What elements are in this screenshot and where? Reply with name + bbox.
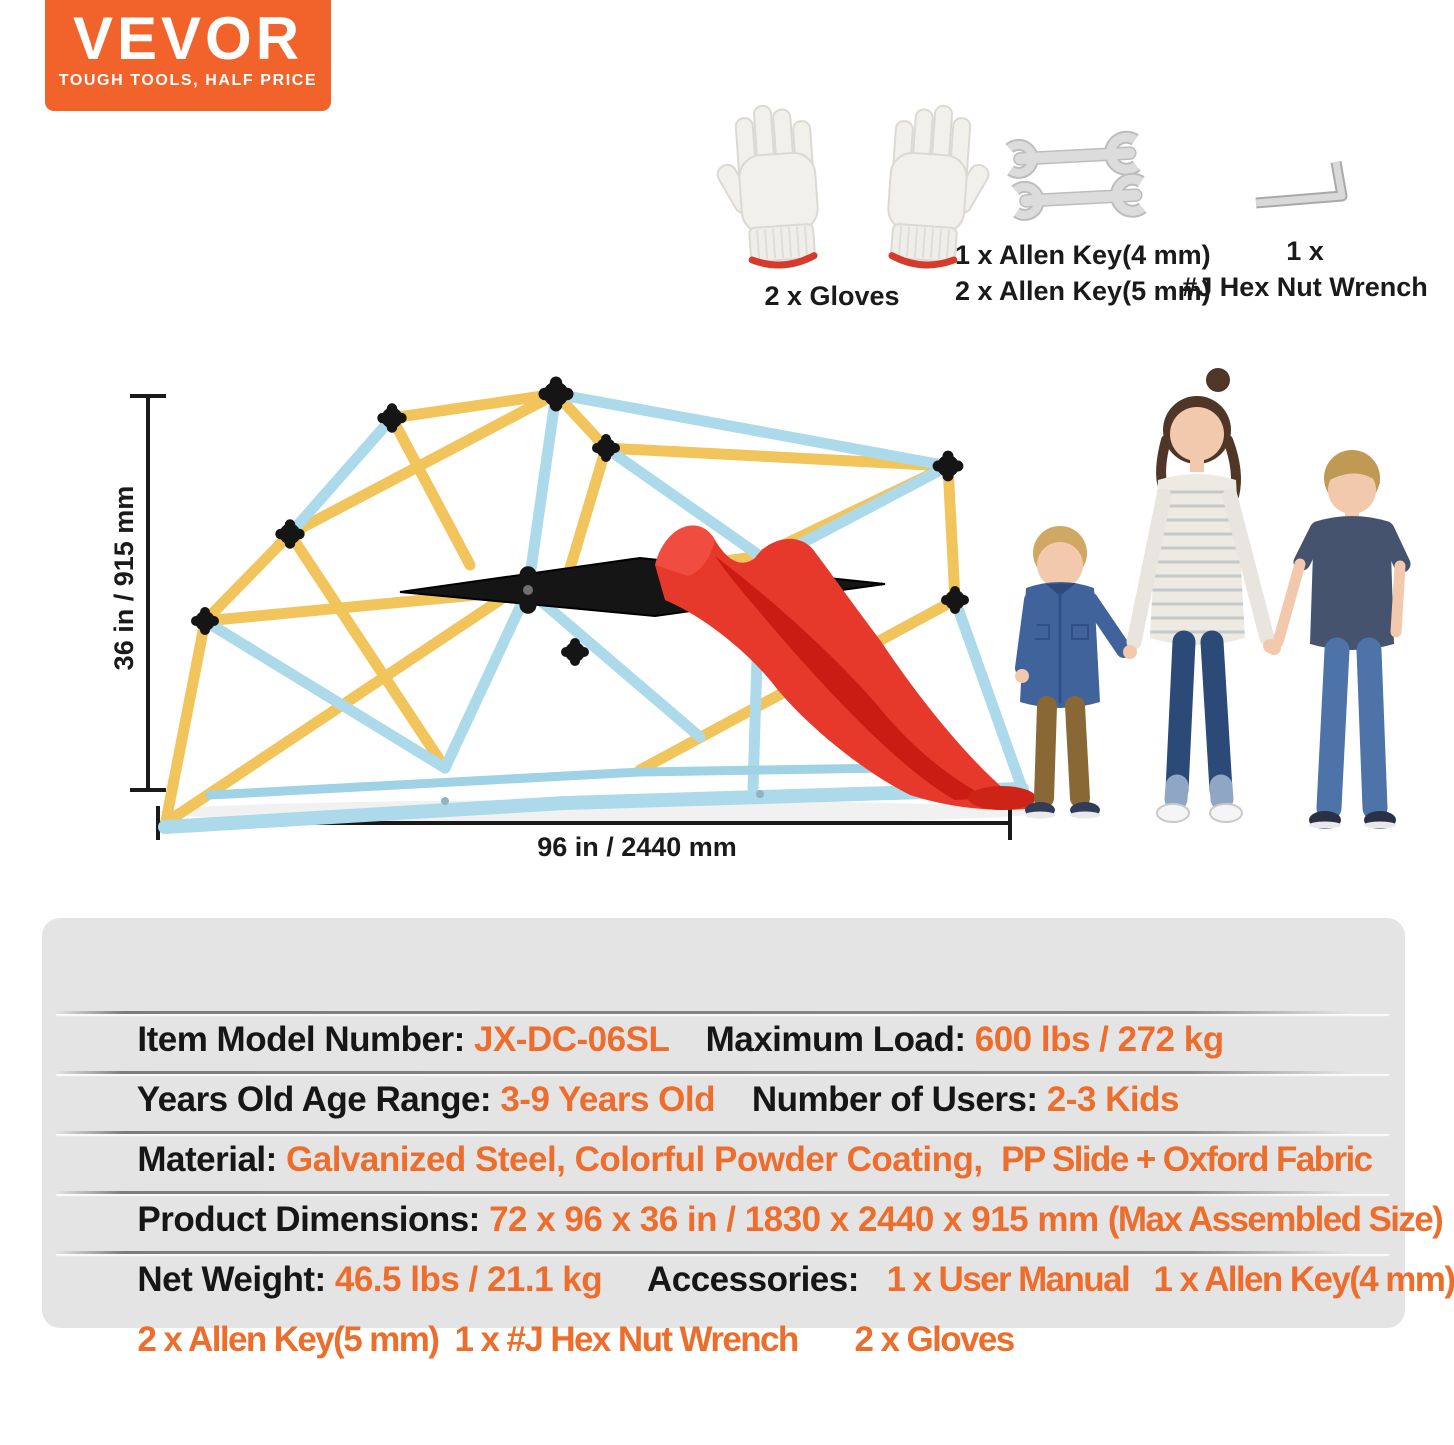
allen-key-4-label: 1 x Allen Key(4 mm) <box>955 240 1211 270</box>
gloves-label: 2 x Gloves <box>764 281 900 311</box>
spec-value: 1 x User Manual 1 x Allen Key(4 mm) <box>886 1260 1454 1299</box>
spec-label: Material: <box>137 1140 287 1179</box>
spec-label: Net Weight: <box>137 1260 335 1299</box>
brand-name: VEVOR <box>72 5 304 72</box>
hex-key-image <box>1256 162 1342 203</box>
girl-figure <box>1123 368 1277 822</box>
spec-value: 3-9 Years Old <box>500 1080 715 1119</box>
spec-label: Number of Users: <box>715 1080 1047 1119</box>
spec-label: Accessories: <box>602 1260 887 1299</box>
vevor-logo <box>45 0 331 111</box>
spec-value: Galvanized Steel, Colorful Powder Coating, <box>286 1140 1002 1179</box>
height-dimension-label: 36 in / 915 mm <box>109 485 139 671</box>
spec-value: JX-DC-06SL <box>474 1020 669 1059</box>
spec-label: Maximum Load: <box>668 1020 975 1059</box>
boy-figure <box>1267 450 1402 829</box>
brand-tagline: TOUGH TOOLS, HALF PRICE <box>58 72 318 89</box>
hex-wrench-name-label: #J Hex Nut Wrench <box>1182 272 1428 302</box>
spec-value: 2-3 Kids <box>1046 1080 1179 1119</box>
spec-value: PP Slide + Oxford Fabric <box>1001 1140 1372 1179</box>
climbing-dome-image <box>165 377 1036 828</box>
toddler-figure <box>1015 526 1124 819</box>
spec-label: Item Model Number: <box>137 1020 474 1059</box>
spec-value: 600 lbs / 272 kg <box>974 1020 1224 1059</box>
allen-key-5-label: 2 x Allen Key(5 mm) <box>955 276 1211 306</box>
kids-image <box>1015 368 1402 829</box>
spec-value: (Max Assembled Size) <box>1107 1200 1443 1239</box>
spec-row-model-load <box>82 954 1377 1059</box>
width-dimension-label: 96 in / 2440 mm <box>537 832 737 862</box>
spec-value: 72 x 96 x 36 in / 1830 x 2440 x 915 mm <box>489 1200 1108 1239</box>
wrenches-image <box>1009 137 1143 218</box>
spec-panel <box>42 918 1454 1359</box>
hex-wrench-qty-label: 1 x <box>1286 236 1324 266</box>
spec-value: 2 x Allen Key(5 mm) 1 x #J Hex Nut Wrench 2 x Gloves <box>137 1320 1014 1359</box>
spec-label: Product Dimensions: <box>137 1200 490 1239</box>
spec-value: 46.5 lbs / 21.1 kg <box>334 1260 603 1299</box>
spec-label: Years Old Age Range: <box>136 1080 501 1119</box>
gloves-image <box>710 103 996 270</box>
